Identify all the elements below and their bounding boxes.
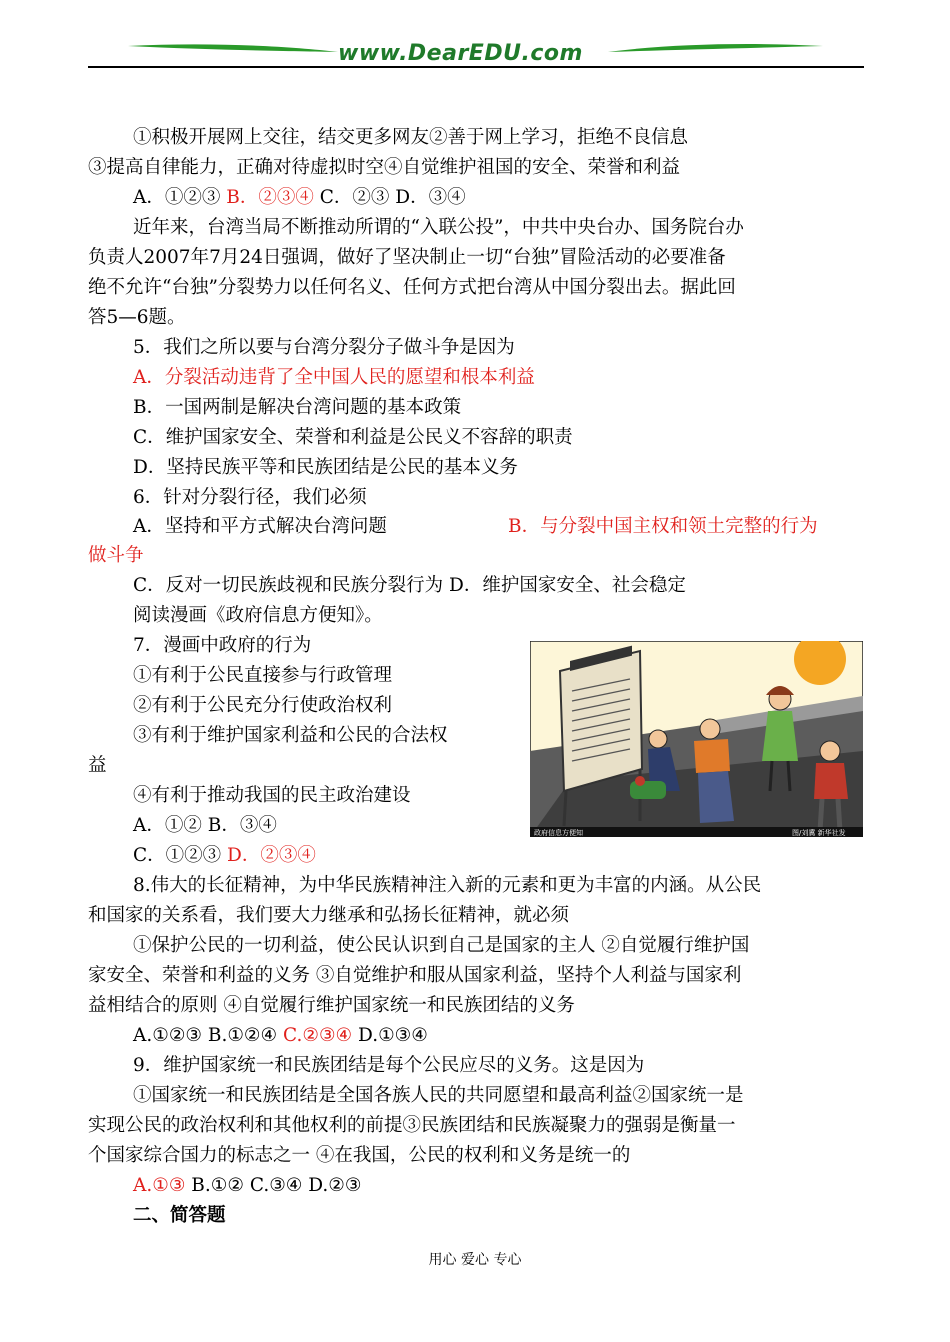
- text-segment: A．①②③: [133, 187, 227, 208]
- text-segment: ①有利于公民直接参与行政管理: [133, 665, 393, 686]
- text-line: [133, 571, 686, 601]
- left-swoosh: [128, 44, 338, 52]
- text-segment: C．①②③: [133, 845, 228, 866]
- text-line: [88, 153, 680, 183]
- text-line: [133, 363, 535, 393]
- text-segment: 近年来，台湾当局不断推动所谓的“入联公投”，中共中央台办、国务院台办: [133, 217, 744, 238]
- text-line: [88, 1141, 630, 1171]
- text-line: [88, 991, 575, 1021]
- header-rule: [88, 66, 864, 68]
- text-line: [133, 393, 461, 423]
- cartoon-caption-left: 政府信息方便知: [534, 829, 583, 837]
- text-segment: 个国家综合国力的标志之一 ④在我国，公民的权利和义务是统一的: [88, 1145, 631, 1166]
- text-segment: ①保护公民的一切利益，使公民认识到自己是国家的主人 ②自觉履行维护国: [133, 935, 750, 956]
- text-line: [133, 213, 744, 243]
- text-line: [133, 871, 761, 901]
- text-segment: 负责人2007年7月24日强调，做好了坚决制止一切“台独”冒险活动的必要准备: [88, 247, 726, 268]
- text-line: [88, 901, 569, 931]
- text-segment: A．①② B．③④: [133, 815, 277, 836]
- text-line: [133, 631, 311, 661]
- text-segment: ①国家统一和民族团结是全国各族人民的共同愿望和最高利益②国家统一是: [133, 1085, 744, 1106]
- text-line: [508, 512, 818, 542]
- text-line: [133, 1171, 361, 1201]
- text-line: [133, 721, 448, 751]
- text-segment: 5．我们之所以要与台湾分裂分子做斗争是因为: [133, 337, 515, 358]
- text-segment: A．坚持和平方式解决台湾问题: [133, 516, 387, 537]
- text-segment: 阅读漫画《政府信息方便知》。: [133, 605, 383, 626]
- text-line: [133, 453, 518, 483]
- text-segment: ②有利于公民充分行使政治权利: [133, 695, 393, 716]
- text-segment: D．坚持民族平等和民族团结是公民的基本义务: [133, 457, 518, 478]
- text-segment: 益相结合的原则 ④自觉履行维护国家统一和民族团结的义务: [88, 995, 575, 1016]
- text-line: [133, 123, 688, 153]
- text-line: [88, 961, 741, 991]
- text-line: [133, 1021, 428, 1051]
- text-segment: ④有利于推动我国的民主政治建设: [133, 785, 411, 806]
- text-line: [133, 811, 277, 841]
- text-line: [133, 841, 316, 871]
- text-line: [133, 691, 392, 721]
- text-segment: C.②③④: [283, 1025, 353, 1046]
- text-segment: 6．针对分裂行径，我们必须: [133, 487, 367, 508]
- text-segment: C．反对一切民族歧视和民族分裂行为 D．维护国家安全、社会稳定: [133, 575, 686, 596]
- text-line: [133, 333, 515, 363]
- text-segment: 做斗争: [88, 545, 144, 566]
- text-line: [88, 751, 107, 781]
- text-segment: 9．维护国家统一和民族团结是每个公民应尽的义务。这是因为: [133, 1055, 645, 1076]
- text-segment: 二、简答题: [133, 1205, 226, 1226]
- text-line: [88, 243, 726, 273]
- text-line: [133, 183, 466, 213]
- text-line: [88, 273, 736, 303]
- text-segment: A.①②③ B.①②④: [133, 1025, 283, 1046]
- cartoon-illustration: [530, 641, 863, 837]
- text-segment: B．②③④: [226, 187, 314, 208]
- text-segment: ①积极开展网上交往，结交更多网友②善于网上学习，拒绝不良信息: [133, 127, 689, 148]
- text-segment: B．一国两制是解决台湾问题的基本政策: [133, 397, 462, 418]
- text-segment: A．分裂活动违背了全中国人民的愿望和根本利益: [133, 367, 535, 388]
- text-segment: 7．漫画中政府的行为: [133, 635, 312, 656]
- text-line: [88, 541, 144, 571]
- text-segment: 家安全、荣誉和利益的义务 ③自觉维护和服从国家利益，坚持个人利益与国家利: [88, 965, 742, 986]
- text-line: [88, 303, 186, 333]
- text-segment: A.①③: [133, 1175, 186, 1196]
- text-segment: 答5—6题。: [88, 307, 186, 328]
- text-line: [133, 1081, 744, 1111]
- text-line: [133, 661, 392, 691]
- text-segment: ③有利于维护国家利益和公民的合法权: [133, 725, 448, 746]
- text-segment: 实现公民的政治权利和其他权利的前提③民族团结和民族凝聚力的强弱是衡量一: [88, 1115, 736, 1136]
- text-segment: 8.伟大的长征精神，为中华民族精神注入新的元素和更为丰富的内涵。从公民: [133, 875, 762, 896]
- site-logo: www.DearEDU.com: [338, 41, 583, 66]
- text-segment: D.①③④: [352, 1025, 428, 1046]
- text-segment: 和国家的关系看，我们要大力继承和弘扬长征精神，就必须: [88, 905, 570, 926]
- text-segment: 绝不允许“台独”分裂势力以任何名义、任何方式把台湾从中国分裂出去。据此回: [88, 277, 736, 298]
- text-segment: ③提高自律能力，正确对待虚拟时空④自觉维护祖国的安全、荣誉和利益: [88, 157, 681, 178]
- text-segment: 益: [88, 755, 107, 776]
- text-segment: D．②③④: [227, 845, 316, 866]
- text-line: [133, 781, 411, 811]
- text-segment: C．②③ D．③④: [313, 187, 466, 208]
- text-line: [133, 1201, 226, 1231]
- text-segment: B．与分裂中国主权和领土完整的行为: [508, 516, 818, 537]
- text-segment: B.①② C.③④ D.②③: [185, 1175, 362, 1196]
- text-line: [88, 1111, 736, 1141]
- text-line: [133, 512, 387, 542]
- text-segment: C．维护国家安全、荣誉和利益是公民义不容辞的职责: [133, 427, 573, 448]
- text-line: [133, 1051, 644, 1081]
- text-line: [133, 423, 573, 453]
- cartoon-caption-right: 图/刘冀 新华社发: [792, 829, 846, 837]
- text-line: [133, 483, 367, 513]
- text-line: [133, 931, 749, 961]
- right-swoosh: [608, 44, 823, 52]
- page-footer: 用心 爱心 专心: [428, 1252, 522, 1268]
- text-line: [133, 601, 383, 631]
